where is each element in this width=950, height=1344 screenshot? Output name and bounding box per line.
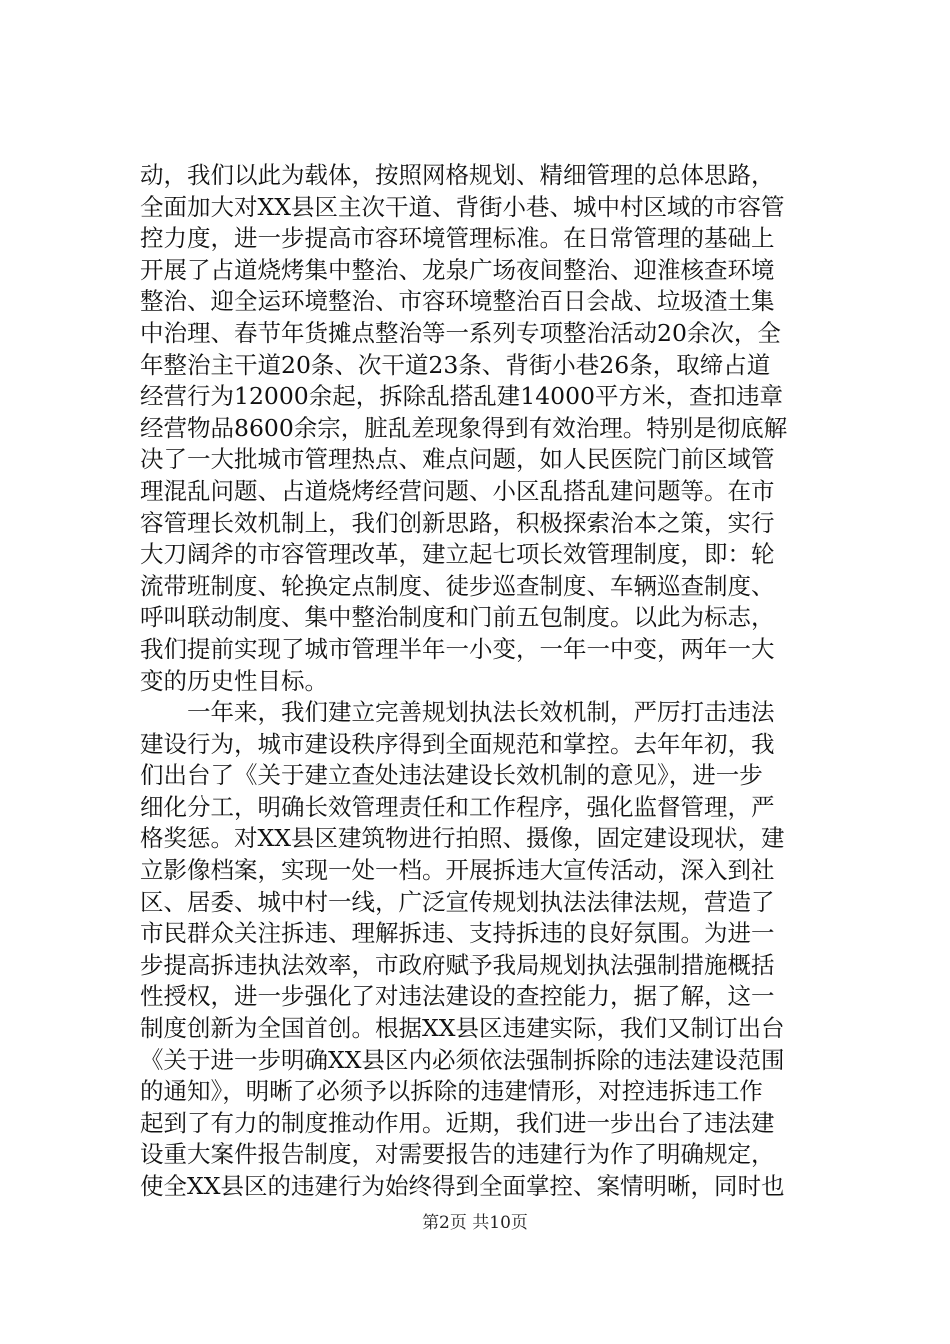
- text-line: 大刀阔斧的市容管理改革，建立起七项长效管理制度，即：轮: [140, 540, 775, 569]
- text-line: 格奖惩。对XX县区建筑物进行拍照、摄像，固定建设现状，建: [140, 824, 785, 853]
- text-line: 使全XX县区的违建行为始终得到全面掌控、案情明晰，同时也: [140, 1172, 785, 1200]
- text-line: 性授权，进一步强化了对违法建设的查控能力，据了解，这一: [140, 982, 775, 1011]
- text-line: 经营物品8600余宗，脏乱差现象得到有效治理。特别是彻底解: [140, 413, 788, 442]
- text-line: 起到了有力的制度推动作用。近期，我们进一步出台了违法建: [140, 1108, 775, 1137]
- text-line: 的通知》，明晰了必须予以拆除的违建情形，对控违拆违工作: [140, 1077, 763, 1106]
- text-line: 我们提前实现了城市管理半年一小变，一年一中变，两年一大: [140, 634, 775, 663]
- text-line: 流带班制度、轮换定点制度、徒步巡查制度、车辆巡查制度、: [140, 571, 775, 600]
- text-line: 容管理长效机制上，我们创新思路，积极探索治本之策，实行: [140, 508, 775, 537]
- text-line: 中治理、春节年货摊点整治等一系列专项整治活动20余次，全: [140, 318, 781, 347]
- text-line: 区、居委、城中村一线，广泛宣传规划执法法律法规，营造了: [140, 887, 775, 916]
- text-line: 整治、迎全运环境整治、市容环境整治百日会战、垃圾渣土集: [140, 287, 775, 316]
- text-line: 开展了占道烧烤集中整治、龙泉广场夜间整治、迎淮核查环境: [140, 255, 775, 284]
- text-line: 经营行为12000余起，拆除乱搭乱建14000平方米，查扣违章: [140, 382, 784, 411]
- text-line: 全面加大对XX县区主次干道、背街小巷、城中村区域的市容管: [140, 192, 785, 221]
- text-line: 步提高拆违执法效率，市政府赋予我局规划执法强制措施概括: [140, 950, 775, 979]
- text-line: 呼叫联动制度、集中整治制度和门前五包制度。以此为标志，: [140, 603, 775, 632]
- text-line: 立影像档案，实现一处一档。开展拆违大宣传活动，深入到社: [140, 856, 775, 885]
- body-text: [140, 160, 820, 1203]
- text-line: 变的历史性目标。: [140, 666, 328, 695]
- text-line: 理混乱问题、占道烧烤经营问题、小区乱搭乱建问题等。在市: [140, 476, 775, 505]
- text-line: 建设行为，城市建设秩序得到全面规范和掌控。去年年初，我: [140, 729, 775, 758]
- text-line: 《关于进一步明确XX县区内必须依法强制拆除的违法建设范围: [140, 1045, 785, 1074]
- page-number: 第2页 共10页: [422, 1213, 528, 1233]
- text-line: 设重大案件报告制度，对需要报告的违建行为作了明确规定，: [140, 1140, 775, 1169]
- text-line: 制度创新为全国首创。根据XX县区违建实际，我们又制订出台: [140, 1014, 785, 1043]
- text-line: 控力度，进一步提高市容环境管理标准。在日常管理的基础上: [140, 224, 775, 253]
- text-line: 决了一大批城市管理热点、难点问题，如人民医院门前区域管: [140, 445, 775, 474]
- text-line: 一年来，我们建立完善规划执法长效机制，严厉打击违法: [140, 698, 775, 727]
- text-line: 们出台了《关于建立查处违法建设长效机制的意见》，进一步: [140, 761, 763, 790]
- page-footer: [0, 1211, 950, 1235]
- text-line: 年整治主干道20条、次干道23条、背街小巷26条，取缔占道: [140, 350, 771, 379]
- text-line: 细化分工，明确长效管理责任和工作程序，强化监督管理，严: [140, 792, 775, 821]
- text-line: 市民群众关注拆违、理解拆违、支持拆违的良好氛围。为进一: [140, 919, 775, 948]
- text-line: 动，我们以此为载体，按照网格规划、精细管理的总体思路，: [140, 161, 775, 189]
